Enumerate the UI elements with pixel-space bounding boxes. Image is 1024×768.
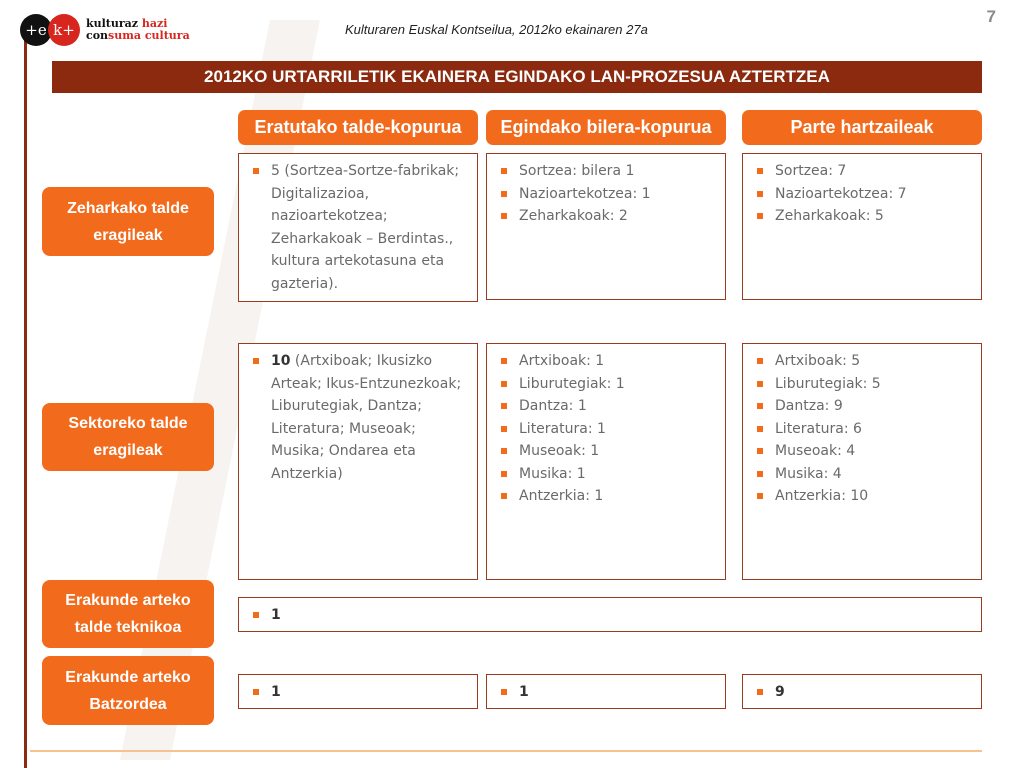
column-header-groups: Eratutako talde-kopurua xyxy=(238,110,478,145)
list-item: Antzerkia: 1 xyxy=(501,485,717,508)
list-item: Sortzea: bilera 1 xyxy=(501,160,717,183)
list-item: Nazioartekotzea: 7 xyxy=(757,183,973,206)
list-item: Sortzea: 7 xyxy=(757,160,973,183)
cell-list xyxy=(757,350,973,508)
list-item: Liburutegiak: 5 xyxy=(757,373,973,396)
footer-rule xyxy=(30,750,982,752)
column-header-meetings: Egindako bilera-kopurua xyxy=(486,110,726,145)
cell-transversal-groups xyxy=(238,153,478,302)
list-item: 1 xyxy=(253,604,973,627)
list-item: Artxiboak: 5 xyxy=(757,350,973,373)
cell-transversal-participants xyxy=(742,153,982,300)
row-label-committee: Erakunde arteko Batzordea xyxy=(42,656,214,725)
cell-sectoral-meetings xyxy=(486,343,726,580)
cell-sectoral-participants xyxy=(742,343,982,580)
list-item: 10 (Artxiboak; Ikusizko Arteak; Ikus-Entzunezkoak; Liburutegiak, Dantza; Literatura; Museoak; Musika; Ondarea eta Antzerkia) xyxy=(253,350,469,485)
list-item: Museoak: 1 xyxy=(501,440,717,463)
list-item: 1 xyxy=(253,681,469,704)
list-item: Zeharkakoak: 5 xyxy=(757,205,973,228)
list-item: Literatura: 1 xyxy=(501,418,717,441)
page-number: 7 xyxy=(986,7,996,26)
cell-list xyxy=(253,681,469,704)
list-item: 9 xyxy=(757,681,973,704)
column-header-participants: Parte hartzaileak xyxy=(742,110,982,145)
cell-transversal-meetings xyxy=(486,153,726,300)
list-item: Musika: 1 xyxy=(501,463,717,486)
list-item: 5 (Sortzea-Sortze-fabrikak; Digitalizazioa, nazioartekotzea; Zeharkakoak – Berdintas., kultura artekotasuna eta gazteria). xyxy=(253,160,469,295)
cell-committee-meetings xyxy=(486,674,726,709)
logo-mark-left: +e xyxy=(20,14,52,46)
cell-list xyxy=(501,160,717,228)
list-item: Dantza: 9 xyxy=(757,395,973,418)
cell-committee-participants xyxy=(742,674,982,709)
list-item: Dantza: 1 xyxy=(501,395,717,418)
cell-list xyxy=(757,681,973,704)
list-item: Artxiboak: 1 xyxy=(501,350,717,373)
logo-line2-a: con xyxy=(86,29,109,42)
row-label-transversal: Zeharkako talde eragileak xyxy=(42,187,214,256)
row-label-technical: Erakunde arteko talde teknikoa xyxy=(42,580,214,648)
logo xyxy=(20,14,190,46)
logo-line1-a: kulturaz xyxy=(86,17,142,30)
list-item: 1 xyxy=(501,681,717,704)
logo-line1-b: hazi xyxy=(141,17,168,30)
cell-list xyxy=(253,350,469,485)
list-item: Antzerkia: 10 xyxy=(757,485,973,508)
list-item: Zeharkakoak: 2 xyxy=(501,205,717,228)
cell-list xyxy=(253,604,973,627)
list-item: Museoak: 4 xyxy=(757,440,973,463)
logo-wordmark xyxy=(86,18,190,42)
cell-technical-groups xyxy=(238,597,982,632)
logo-line2-b: suma cultura xyxy=(108,29,190,42)
cell-sectoral-groups xyxy=(238,343,478,580)
logo-mark-right: k+ xyxy=(48,14,80,46)
header-caption: Kulturaren Euskal Kontseilua, 2012ko ekainaren 27a xyxy=(345,22,648,37)
list-item: Musika: 4 xyxy=(757,463,973,486)
cell-list xyxy=(253,160,469,295)
list-item: Liburutegiak: 1 xyxy=(501,373,717,396)
cell-list xyxy=(501,350,717,508)
cell-list xyxy=(501,681,717,704)
row-label-sectoral: Sektoreko talde eragileak xyxy=(42,403,214,471)
list-item: Nazioartekotzea: 1 xyxy=(501,183,717,206)
page-title: 2012KO URTARRILETIK EKAINERA EGINDAKO LAN-PROZESUA AZTERTZEA xyxy=(52,61,982,93)
cell-list xyxy=(757,160,973,228)
left-decor-rule xyxy=(24,30,27,768)
list-item: Literatura: 6 xyxy=(757,418,973,441)
cell-committee-groups xyxy=(238,674,478,709)
